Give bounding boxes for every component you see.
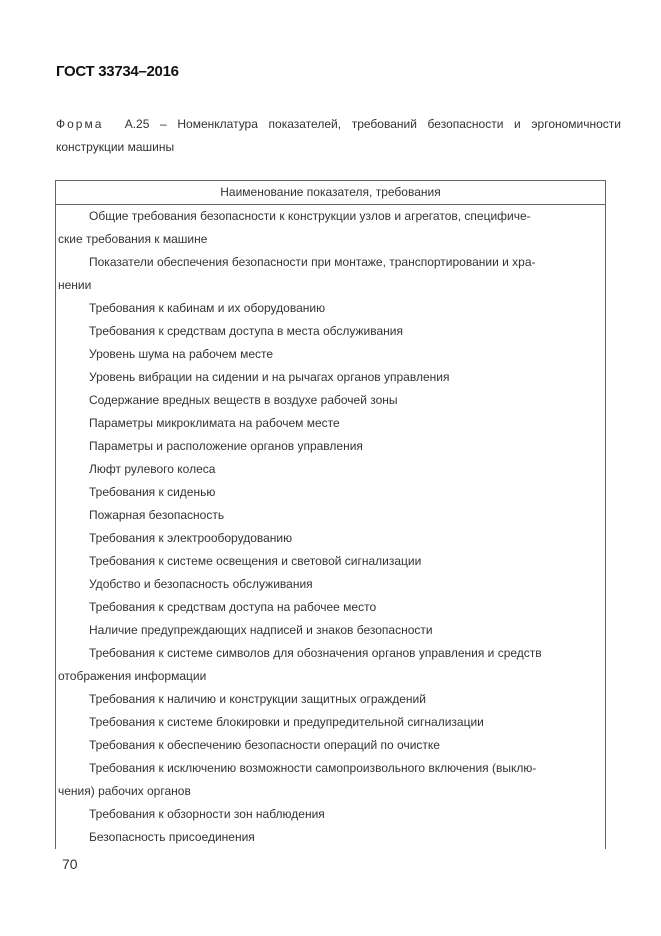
- table-row: [56, 527, 605, 550]
- caption-text: А.25 – Номенклатура показателей, требований безопасности и эргономичности: [124, 117, 622, 131]
- row-text-line: Требования к кабинам и их оборудованию: [89, 301, 326, 315]
- table-row: [56, 596, 605, 619]
- table-body: [56, 205, 605, 849]
- row-text-line: Требования к исключению возможности самопроизвольного включения (выклю-: [89, 761, 537, 775]
- row-text-line: Требования к средствам доступа на рабочее место: [89, 600, 377, 614]
- row-text-line: Требования к наличию и конструкции защитных ограждений: [89, 692, 426, 706]
- table-row: [56, 642, 605, 688]
- row-text-line: ские требования к машине: [58, 232, 208, 246]
- row-text-line: Требования к сиденью: [89, 485, 216, 499]
- row-text-line: Параметры и расположение органов управления: [89, 439, 363, 453]
- table-row: [56, 205, 605, 251]
- row-text-line: Требования к электрооборудованию: [89, 531, 293, 545]
- table-row: [56, 826, 605, 849]
- table-row: [56, 504, 605, 527]
- table-row: [56, 688, 605, 711]
- table-row: [56, 619, 605, 642]
- table-row: [56, 481, 605, 504]
- table-row: [56, 734, 605, 757]
- table-row: [56, 458, 605, 481]
- document-title: ГОСТ 33734–2016: [56, 63, 179, 80]
- table-header: Наименование показателя, требования: [56, 181, 605, 205]
- row-text-line: Требования к системе символов для обозначения органов управления и средств: [89, 646, 542, 660]
- table-row: [56, 412, 605, 435]
- row-text-line: Уровень вибрации на сидении и на рычагах органов управления: [89, 370, 450, 384]
- row-text-line: Требования к обеспечению безопасности операций по очистке: [89, 738, 440, 752]
- caption-line-1: [56, 113, 621, 136]
- table-row: [56, 366, 605, 389]
- table-row: [56, 573, 605, 596]
- caption-line-2: конструкции машины: [56, 140, 175, 154]
- row-text-line: Требования к системе освещения и световой сигнализации: [89, 554, 422, 568]
- row-text-line: Общие требования безопасности к конструкции узлов и агрегатов, специфиче-: [89, 209, 531, 223]
- table-row: [56, 711, 605, 734]
- row-text-line: Люфт рулевого колеса: [89, 462, 216, 476]
- page-number: 70: [62, 856, 78, 872]
- row-text-line: Безопасность присоединения: [89, 830, 255, 844]
- table-row: [56, 320, 605, 343]
- table-row: [56, 803, 605, 826]
- row-text-line: отображения информации: [58, 669, 207, 683]
- form-caption: [56, 113, 621, 159]
- caption-label: Форма: [56, 117, 104, 131]
- row-text-line: Показатели обеспечения безопасности при монтаже, транспортировании и хра-: [89, 255, 536, 269]
- table-row: [56, 435, 605, 458]
- row-text-line: Содержание вредных веществ в воздухе рабочей зоны: [89, 393, 398, 407]
- row-text-line: Уровень шума на рабочем месте: [89, 347, 274, 361]
- requirements-table: [55, 180, 606, 849]
- row-text-line: Параметры микроклимата на рабочем месте: [89, 416, 340, 430]
- table-row: [56, 550, 605, 573]
- row-text-line: Наличие предупреждающих надписей и знаков безопасности: [89, 623, 433, 637]
- table-row: [56, 297, 605, 320]
- row-text-line: чения) рабочих органов: [58, 784, 191, 798]
- row-text-line: Требования к средствам доступа в места обслуживания: [89, 324, 403, 338]
- row-text-line: нении: [58, 278, 92, 292]
- row-text-line: Пожарная безопасность: [89, 508, 225, 522]
- table-row: [56, 757, 605, 803]
- row-text-line: Удобство и безопасность обслуживания: [89, 577, 313, 591]
- table-row: [56, 389, 605, 412]
- row-text-line: Требования к обзорности зон наблюдения: [89, 807, 325, 821]
- row-text-line: Требования к системе блокировки и предупредительной сигнализации: [89, 715, 484, 729]
- table-row: [56, 343, 605, 366]
- table-row: [56, 251, 605, 297]
